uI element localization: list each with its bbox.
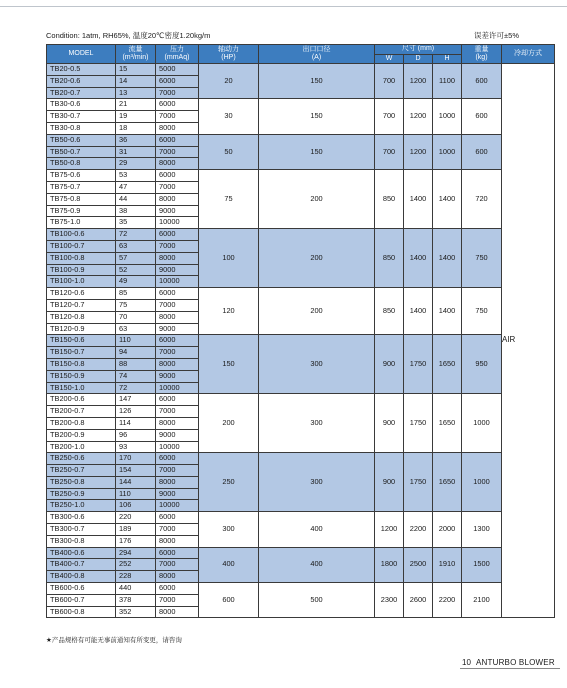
header-flow: 流量 (m³/min) xyxy=(116,45,156,64)
model-cell: TB300-0.8 xyxy=(47,535,116,547)
height-cell: 1650 xyxy=(433,335,462,394)
footnote: ★产品规格有可能无事前通知有所变更，请咨询 xyxy=(46,637,182,644)
height-cell: 1650 xyxy=(433,453,462,512)
width-cell: 2300 xyxy=(375,583,404,618)
model-cell: TB150-0.8 xyxy=(47,358,116,370)
power-cell: 20 xyxy=(199,64,259,99)
header-power: 轴动力 (HP) xyxy=(199,45,259,64)
pressure-cell: 6000 xyxy=(156,335,199,347)
weight-cell: 2100 xyxy=(462,583,502,618)
flow-cell: 19 xyxy=(116,111,156,123)
power-cell: 150 xyxy=(199,335,259,394)
pressure-cell: 5000 xyxy=(156,64,199,76)
pressure-cell: 10000 xyxy=(156,500,199,512)
pressure-cell: 7000 xyxy=(156,406,199,418)
flow-cell: 74 xyxy=(116,370,156,382)
pressure-cell: 10000 xyxy=(156,276,199,288)
page-number: 10 xyxy=(462,658,471,667)
outlet-cell: 200 xyxy=(259,229,375,288)
depth-cell: 1200 xyxy=(404,64,433,99)
model-cell: TB50-0.6 xyxy=(47,134,116,146)
flow-cell: 189 xyxy=(116,524,156,536)
flow-cell: 93 xyxy=(116,441,156,453)
outlet-cell: 300 xyxy=(259,335,375,394)
pressure-cell: 7000 xyxy=(156,524,199,536)
pressure-cell: 8000 xyxy=(156,311,199,323)
flow-cell: 21 xyxy=(116,99,156,111)
width-cell: 900 xyxy=(375,453,404,512)
weight-cell: 750 xyxy=(462,288,502,335)
model-cell: TB75-0.9 xyxy=(47,205,116,217)
model-cell: TB20-0.7 xyxy=(47,87,116,99)
model-cell: TB20-0.5 xyxy=(47,64,116,76)
pressure-cell: 7000 xyxy=(156,181,199,193)
brand-name: ANTURBO BLOWER xyxy=(476,658,555,667)
width-cell: 850 xyxy=(375,170,404,229)
pressure-cell: 10000 xyxy=(156,382,199,394)
header-d: D xyxy=(404,54,433,64)
table-row xyxy=(47,547,555,559)
blower-spec-table xyxy=(46,44,555,618)
flow-cell: 63 xyxy=(116,323,156,335)
power-cell: 200 xyxy=(199,394,259,453)
pressure-cell: 6000 xyxy=(156,453,199,465)
model-cell: TB400-0.8 xyxy=(47,571,116,583)
model-cell: TB300-0.6 xyxy=(47,512,116,524)
model-cell: TB30-0.7 xyxy=(47,111,116,123)
model-cell: TB120-0.6 xyxy=(47,288,116,300)
pressure-cell: 10000 xyxy=(156,441,199,453)
depth-cell: 1750 xyxy=(404,394,433,453)
model-cell: TB250-0.8 xyxy=(47,476,116,488)
depth-cell: 2500 xyxy=(404,547,433,582)
model-cell: TB150-1.0 xyxy=(47,382,116,394)
model-cell: TB120-0.8 xyxy=(47,311,116,323)
model-cell: TB200-0.6 xyxy=(47,394,116,406)
flow-cell: 94 xyxy=(116,347,156,359)
header-pressure: 压力 (mmAq) xyxy=(156,45,199,64)
cooling-cell: AIR xyxy=(502,64,555,618)
pressure-cell: 7000 xyxy=(156,347,199,359)
weight-cell: 950 xyxy=(462,335,502,394)
model-cell: TB120-0.9 xyxy=(47,323,116,335)
power-cell: 300 xyxy=(199,512,259,547)
power-cell: 600 xyxy=(199,583,259,618)
model-cell: TB100-0.7 xyxy=(47,240,116,252)
model-cell: TB75-1.0 xyxy=(47,217,116,229)
weight-cell: 600 xyxy=(462,64,502,99)
width-cell: 700 xyxy=(375,134,404,169)
header-model: MODEL xyxy=(47,45,116,64)
flow-cell: 35 xyxy=(116,217,156,229)
flow-cell: 126 xyxy=(116,406,156,418)
outlet-cell: 400 xyxy=(259,512,375,547)
pressure-cell: 8000 xyxy=(156,193,199,205)
model-cell: TB75-0.6 xyxy=(47,170,116,182)
pressure-cell: 9000 xyxy=(156,370,199,382)
power-cell: 50 xyxy=(199,134,259,169)
flow-cell: 106 xyxy=(116,500,156,512)
depth-cell: 1750 xyxy=(404,453,433,512)
model-cell: TB50-0.7 xyxy=(47,146,116,158)
flow-cell: 52 xyxy=(116,264,156,276)
height-cell: 1400 xyxy=(433,288,462,335)
width-cell: 1800 xyxy=(375,547,404,582)
model-cell: TB150-0.9 xyxy=(47,370,116,382)
flow-cell: 147 xyxy=(116,394,156,406)
model-cell: TB150-0.7 xyxy=(47,347,116,359)
depth-cell: 1400 xyxy=(404,229,433,288)
model-cell: TB30-0.8 xyxy=(47,122,116,134)
width-cell: 700 xyxy=(375,99,404,134)
pressure-cell: 9000 xyxy=(156,488,199,500)
table-row xyxy=(47,288,555,300)
power-cell: 30 xyxy=(199,99,259,134)
height-cell: 2200 xyxy=(433,583,462,618)
flow-cell: 220 xyxy=(116,512,156,524)
flow-cell: 110 xyxy=(116,335,156,347)
pressure-cell: 6000 xyxy=(156,134,199,146)
model-cell: TB200-0.8 xyxy=(47,417,116,429)
flow-cell: 352 xyxy=(116,606,156,618)
depth-cell: 2600 xyxy=(404,583,433,618)
model-cell: TB120-0.7 xyxy=(47,299,116,311)
width-cell: 850 xyxy=(375,229,404,288)
pressure-cell: 6000 xyxy=(156,288,199,300)
outlet-cell: 300 xyxy=(259,453,375,512)
power-cell: 250 xyxy=(199,453,259,512)
flow-cell: 38 xyxy=(116,205,156,217)
header-size: 尺寸 (mm) xyxy=(375,45,462,55)
header-w: W xyxy=(375,54,404,64)
flow-cell: 36 xyxy=(116,134,156,146)
flow-cell: 47 xyxy=(116,181,156,193)
model-cell: TB250-0.6 xyxy=(47,453,116,465)
table-row xyxy=(47,394,555,406)
model-cell: TB250-1.0 xyxy=(47,500,116,512)
model-cell: TB600-0.8 xyxy=(47,606,116,618)
depth-cell: 2200 xyxy=(404,512,433,547)
pressure-cell: 7000 xyxy=(156,299,199,311)
table-row xyxy=(47,64,555,76)
table-row xyxy=(47,170,555,182)
height-cell: 1650 xyxy=(433,394,462,453)
pressure-cell: 8000 xyxy=(156,252,199,264)
header-weight: 重量 (kg) xyxy=(462,45,502,64)
flow-cell: 72 xyxy=(116,229,156,241)
model-cell: TB600-0.7 xyxy=(47,594,116,606)
spec-table-body xyxy=(47,64,555,618)
height-cell: 1000 xyxy=(433,99,462,134)
pressure-cell: 7000 xyxy=(156,559,199,571)
pressure-cell: 9000 xyxy=(156,323,199,335)
power-cell: 400 xyxy=(199,547,259,582)
pressure-cell: 8000 xyxy=(156,571,199,583)
flow-cell: 44 xyxy=(116,193,156,205)
pressure-cell: 6000 xyxy=(156,170,199,182)
model-cell: TB400-0.7 xyxy=(47,559,116,571)
model-cell: TB100-1.0 xyxy=(47,276,116,288)
weight-cell: 1000 xyxy=(462,453,502,512)
flow-cell: 440 xyxy=(116,583,156,595)
flow-cell: 14 xyxy=(116,75,156,87)
power-cell: 100 xyxy=(199,229,259,288)
weight-cell: 1300 xyxy=(462,512,502,547)
header-h: H xyxy=(433,54,462,64)
width-cell: 900 xyxy=(375,394,404,453)
flow-cell: 176 xyxy=(116,535,156,547)
depth-cell: 1200 xyxy=(404,134,433,169)
weight-cell: 600 xyxy=(462,99,502,134)
flow-cell: 228 xyxy=(116,571,156,583)
flow-cell: 18 xyxy=(116,122,156,134)
weight-cell: 600 xyxy=(462,134,502,169)
footer-rule xyxy=(460,668,560,669)
flow-cell: 70 xyxy=(116,311,156,323)
outlet-cell: 400 xyxy=(259,547,375,582)
pressure-cell: 8000 xyxy=(156,535,199,547)
pressure-cell: 7000 xyxy=(156,240,199,252)
depth-cell: 1400 xyxy=(404,288,433,335)
model-cell: TB400-0.6 xyxy=(47,547,116,559)
pressure-cell: 8000 xyxy=(156,606,199,618)
model-cell: TB600-0.6 xyxy=(47,583,116,595)
height-cell: 1400 xyxy=(433,229,462,288)
model-cell: TB200-0.9 xyxy=(47,429,116,441)
flow-cell: 378 xyxy=(116,594,156,606)
flow-cell: 63 xyxy=(116,240,156,252)
width-cell: 1200 xyxy=(375,512,404,547)
model-cell: TB50-0.8 xyxy=(47,158,116,170)
pressure-cell: 10000 xyxy=(156,217,199,229)
outlet-cell: 200 xyxy=(259,288,375,335)
pressure-cell: 6000 xyxy=(156,394,199,406)
pressure-cell: 8000 xyxy=(156,417,199,429)
flow-cell: 53 xyxy=(116,170,156,182)
power-cell: 75 xyxy=(199,170,259,229)
outlet-cell: 150 xyxy=(259,134,375,169)
power-cell: 120 xyxy=(199,288,259,335)
weight-cell: 1000 xyxy=(462,394,502,453)
depth-cell: 1400 xyxy=(404,170,433,229)
flow-cell: 49 xyxy=(116,276,156,288)
model-cell: TB250-0.7 xyxy=(47,465,116,477)
pressure-cell: 6000 xyxy=(156,75,199,87)
width-cell: 900 xyxy=(375,335,404,394)
flow-cell: 170 xyxy=(116,453,156,465)
model-cell: TB75-0.7 xyxy=(47,181,116,193)
pressure-cell: 7000 xyxy=(156,87,199,99)
flow-cell: 252 xyxy=(116,559,156,571)
flow-cell: 154 xyxy=(116,465,156,477)
flow-cell: 114 xyxy=(116,417,156,429)
outlet-cell: 200 xyxy=(259,170,375,229)
model-cell: TB300-0.7 xyxy=(47,524,116,536)
flow-cell: 31 xyxy=(116,146,156,158)
weight-cell: 720 xyxy=(462,170,502,229)
model-cell: TB150-0.6 xyxy=(47,335,116,347)
depth-cell: 1750 xyxy=(404,335,433,394)
pressure-cell: 6000 xyxy=(156,547,199,559)
pressure-cell: 7000 xyxy=(156,146,199,158)
flow-cell: 72 xyxy=(116,382,156,394)
outlet-cell: 150 xyxy=(259,99,375,134)
pressure-cell: 9000 xyxy=(156,205,199,217)
model-cell: TB100-0.6 xyxy=(47,229,116,241)
top-rule xyxy=(0,6,567,7)
depth-cell: 1200 xyxy=(404,99,433,134)
flow-cell: 15 xyxy=(116,64,156,76)
outlet-cell: 500 xyxy=(259,583,375,618)
model-cell: TB75-0.8 xyxy=(47,193,116,205)
header-cooling: 冷却方式 xyxy=(502,45,555,64)
pressure-cell: 9000 xyxy=(156,429,199,441)
width-cell: 850 xyxy=(375,288,404,335)
height-cell: 2000 xyxy=(433,512,462,547)
weight-cell: 1500 xyxy=(462,547,502,582)
table-row xyxy=(47,335,555,347)
flow-cell: 96 xyxy=(116,429,156,441)
height-cell: 1910 xyxy=(433,547,462,582)
pressure-cell: 6000 xyxy=(156,583,199,595)
model-cell: TB30-0.6 xyxy=(47,99,116,111)
pressure-cell: 6000 xyxy=(156,99,199,111)
flow-cell: 85 xyxy=(116,288,156,300)
flow-cell: 29 xyxy=(116,158,156,170)
model-cell: TB100-0.9 xyxy=(47,264,116,276)
test-condition: Condition: 1atm, RH65%, 温度20℃密度1.20kg/m xyxy=(46,31,211,40)
flow-cell: 144 xyxy=(116,476,156,488)
table-row xyxy=(47,99,555,111)
height-cell: 1000 xyxy=(433,134,462,169)
pressure-cell: 7000 xyxy=(156,594,199,606)
pressure-cell: 7000 xyxy=(156,111,199,123)
pressure-cell: 8000 xyxy=(156,122,199,134)
table-row xyxy=(47,229,555,241)
pressure-cell: 8000 xyxy=(156,358,199,370)
pressure-cell: 9000 xyxy=(156,264,199,276)
pressure-cell: 8000 xyxy=(156,158,199,170)
model-cell: TB250-0.9 xyxy=(47,488,116,500)
model-cell: TB20-0.6 xyxy=(47,75,116,87)
model-cell: TB200-0.7 xyxy=(47,406,116,418)
model-cell: TB100-0.8 xyxy=(47,252,116,264)
outlet-cell: 150 xyxy=(259,64,375,99)
height-cell: 1100 xyxy=(433,64,462,99)
height-cell: 1400 xyxy=(433,170,462,229)
table-row xyxy=(47,512,555,524)
tolerance-note: 误差许可±5% xyxy=(474,31,519,40)
pressure-cell: 6000 xyxy=(156,512,199,524)
weight-cell: 750 xyxy=(462,229,502,288)
table-row xyxy=(47,583,555,595)
flow-cell: 13 xyxy=(116,87,156,99)
pressure-cell: 8000 xyxy=(156,476,199,488)
model-cell: TB200-1.0 xyxy=(47,441,116,453)
width-cell: 700 xyxy=(375,64,404,99)
flow-cell: 88 xyxy=(116,358,156,370)
flow-cell: 57 xyxy=(116,252,156,264)
flow-cell: 75 xyxy=(116,299,156,311)
pressure-cell: 6000 xyxy=(156,229,199,241)
flow-cell: 294 xyxy=(116,547,156,559)
table-row xyxy=(47,453,555,465)
header-outlet: 出口口径 (A) xyxy=(259,45,375,64)
outlet-cell: 300 xyxy=(259,394,375,453)
table-row xyxy=(47,134,555,146)
pressure-cell: 7000 xyxy=(156,465,199,477)
flow-cell: 110 xyxy=(116,488,156,500)
